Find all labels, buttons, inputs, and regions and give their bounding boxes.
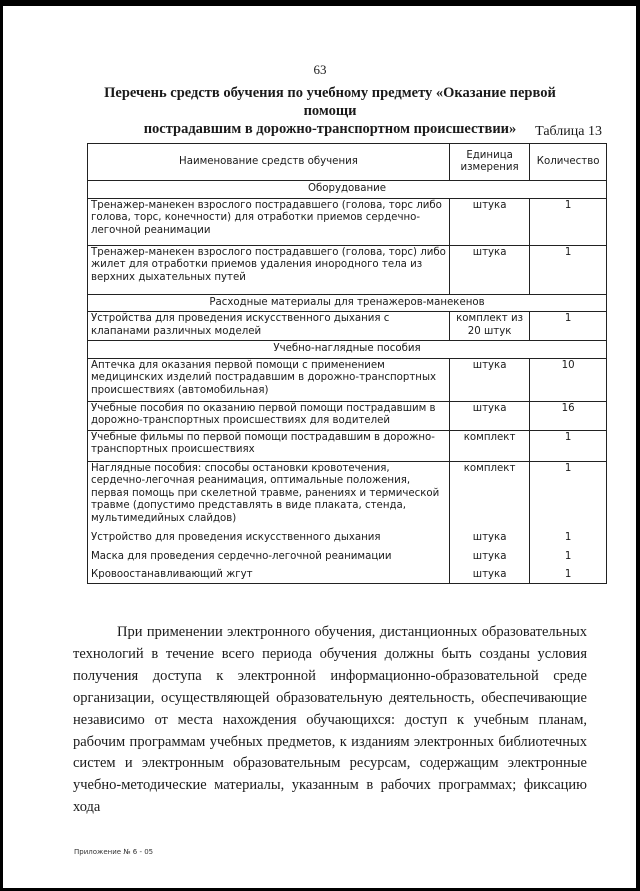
row-name: Маска для проведения сердечно-легочной реанимации: [88, 546, 450, 565]
row-name: Тренажер-манекен взрослого пострадавшего (голова, торс) либо жилет для отработки приемов удаления инородного тела из верхних дыхательных путей: [88, 245, 450, 294]
page-number: 63: [313, 62, 327, 77]
header-unit: Единица измерения: [449, 144, 529, 181]
row-name: Учебные фильмы по первой помощи пострадавшим в дорожно-транспортных происшествиях: [88, 430, 450, 461]
title-line-1: Перечень средств обучения по учебному предмету «Оказание первой помощи: [104, 85, 556, 119]
row-qty: 1: [530, 461, 607, 526]
row-unit: штука: [449, 546, 529, 565]
row-qty: 1: [530, 546, 607, 565]
row-qty: 1: [530, 245, 607, 294]
table-row: [88, 430, 607, 461]
row-unit: комплект: [449, 461, 529, 526]
row-unit: штука: [449, 401, 529, 430]
row-unit: комплект из 20 штук: [449, 312, 529, 341]
scan-edge-top: [0, 0, 640, 6]
table-row: [88, 312, 607, 341]
row-qty: 1: [530, 198, 607, 245]
table-row: [88, 546, 607, 565]
header-name: Наименование средств обучения: [88, 144, 450, 181]
row-unit: штука: [449, 358, 529, 401]
table-row: [88, 401, 607, 430]
row-name: Аптечка для оказания первой помощи с применением медицинских изделий пострадавшим в дорожно-транспортных происшествиях (автомобильная): [88, 358, 450, 401]
scan-edge-right: [636, 0, 640, 891]
training-means-table: [87, 143, 607, 584]
row-qty: 1: [530, 430, 607, 461]
row-name: Учебные пособия по оказанию первой помощи пострадавшим в дорожно-транспортных происшествиях для водителей: [88, 401, 450, 430]
row-qty: 1: [530, 564, 607, 583]
table-header-row: [88, 144, 607, 181]
table-row: [88, 461, 607, 526]
row-qty: 16: [530, 401, 607, 430]
section-row: [88, 341, 607, 359]
table-row: [88, 198, 607, 245]
title-line-2: пострадавшим в дорожно-транспортном происшествии»: [143, 121, 517, 137]
body-paragraph: При применении электронного обучения, дистанционных образовательных технологий в течение всего периода обучения должны быть созданы условия получения доступа к электронной информационно-образовательной среде организации, осуществляющей образовательную деятельность, обеспечивающие независимо от места нахождения обучающихся: доступ к учебным планам, рабочим программам учебных предметов, к изданиям электронных библиотечных систем и электронным образовательным ресурсам, содержащим электронные учебно-методические материалы, указанным в рабочих программах; фиксацию хода: [73, 624, 587, 816]
row-qty: 1: [530, 312, 607, 341]
table-label: Таблица 13: [535, 124, 602, 139]
section-row: [88, 294, 607, 312]
row-name: Кровоостанавливающий жгут: [88, 564, 450, 583]
document-title: [80, 84, 580, 138]
section-equipment: Оборудование: [88, 181, 607, 199]
row-unit: комплект: [449, 430, 529, 461]
row-name: Устройство для проведения искусственного дыхания: [88, 526, 450, 546]
section-visual-aids: Учебно-наглядные пособия: [88, 341, 607, 359]
table-row: [88, 564, 607, 583]
row-qty: 10: [530, 358, 607, 401]
row-qty: 1: [530, 526, 607, 546]
table-row: [88, 245, 607, 294]
table-row: [88, 526, 607, 546]
header-qty: Количество: [530, 144, 607, 181]
row-unit: штука: [449, 245, 529, 294]
row-unit: штука: [449, 526, 529, 546]
table-row: [88, 358, 607, 401]
row-name: Устройства для проведения искусственного дыхания с клапанами различных моделей: [88, 312, 450, 341]
section-row: [88, 181, 607, 199]
footer-note: Приложение № 6 - 05: [74, 848, 154, 856]
row-name: Наглядные пособия: способы остановки кровотечения, сердечно-легочная реанимация, оптимальные положения, первая помощь при скелетной травме, ранениях и термической травме (допустимо представлять в виде плаката, стенда, мультимедийных слайдов): [88, 461, 450, 526]
section-consumables: Расходные материалы для тренажеров-манекенов: [88, 294, 607, 312]
scan-edge-left: [0, 0, 3, 891]
row-unit: штука: [449, 564, 529, 583]
row-unit: штука: [449, 198, 529, 245]
row-name: Тренажер-манекен взрослого пострадавшего (голова, торс либо голова, торс, конечности) для отработки приемов сердечно-легочной реанимации: [88, 198, 450, 245]
body-paragraph-block: [73, 622, 587, 819]
